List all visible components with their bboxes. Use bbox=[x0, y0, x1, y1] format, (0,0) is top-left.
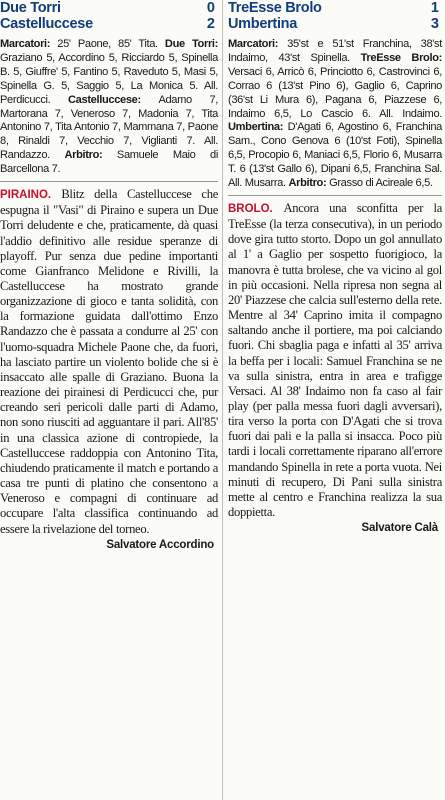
team-b-lineup: D'Agati 6, Agostino 6, Franchina Sam., Cono Genova 6 (10'st Foti), Spinella 6,5, Procopio 6, Maniaci 6,5, Florio 6, Musarra T. 6 (13'st Gallo 6), Dipani 6,5, Franchina Sal. All. Musarra. bbox=[228, 121, 442, 190]
byline: Salvatore Calà bbox=[361, 522, 438, 535]
team-b-label: Castelluccese: bbox=[68, 93, 159, 106]
arbitro-label: Arbitro: bbox=[64, 149, 117, 162]
marcatori-label: Marcatori: bbox=[228, 38, 288, 50]
home-team-score: 0 bbox=[206, 0, 215, 16]
marcatori-text: 35'st e 51'st Franchina, 38'st Indaimo, 43'st Spinella. bbox=[228, 38, 442, 64]
away-team-row bbox=[228, 16, 442, 32]
section-rule bbox=[0, 181, 218, 182]
byline: Salvatore Accordino bbox=[106, 538, 214, 551]
arbitro-label: Arbitro: bbox=[288, 177, 330, 190]
arbitro-text: Grasso di Acireale 6,5. bbox=[329, 177, 433, 190]
home-team-name: TreEsse Brolo bbox=[228, 0, 322, 16]
team-b-lineup: Adamo 7, Martorana 7, Veneroso 7, Madonia 7, Tita Antonino 7, Tita Antonio 7, Mammana 7, Paone 8, Rinaldi 7, Vecchio 7, Viglianti 7. All. Randazzo. bbox=[0, 93, 218, 162]
away-team-name: Umbertina bbox=[228, 16, 298, 32]
team-a-lineup: Graziano 5, Accordino 5, Ricciardo 5, Spinella B. 5, Giuffre' 5, Fantino 5, Raveduto 5, Masi 5, Spinella G. 5, Saggio 5, La Monica 5. All. Perdicucci. bbox=[0, 51, 218, 106]
right-article bbox=[228, 0, 442, 534]
article-text: Blitz della Castelluccese che espugna il "Vasi" di Piraino e supera un Due Torri deludente e che, praticamente, dà quasi l'addio definitivo alle residue speranze di playoff. Pur senza due pedine importanti come Gianfranco Melidone e Rivilli, la Castelluccese ha mostrato grande organizzazione di gioco e tanta solidità, con la formazione guidata dall'ottimo Enzo Randazzo che è passata a condurre al 25' con l'uomo-squadra Michele Paone che, da fuori, ha lasciato partire un violento bolide che si è insaccato alle spalle di Graziano. Buona la reazione dei pirainesi di Perdicucci che, pur creando seri pericoli dalle parti di Adamo, non sono riusciti ad agguantare il pari. All'85' in una classica azione di contropiede, la Castelluccese raddoppia con Antonino Tita, chiudendo praticamente il match e portando a casa tre punti di platino che consentono a Veneroso e compagni di continuare ad occupare l'alta classifica continuando ad essere la rivelazione del torneo. bbox=[0, 187, 219, 536]
dateline: PIRAINO. bbox=[0, 189, 62, 202]
dateline: BROLO. bbox=[228, 202, 284, 215]
article-body bbox=[228, 201, 442, 520]
team-a-label: TreEsse Brolo: bbox=[360, 51, 442, 64]
away-team-name: Castelluccese bbox=[0, 16, 93, 32]
marcatori-label: Marcatori: bbox=[0, 38, 58, 50]
match-info bbox=[228, 38, 442, 191]
home-team-score: 1 bbox=[430, 0, 439, 16]
column-divider bbox=[222, 0, 223, 800]
left-article bbox=[0, 0, 218, 551]
marcatori-text: 25' Paone, 85' Tita. bbox=[57, 38, 165, 50]
article-text: Ancora una sconfitta per la TreEsse (la terza consecutiva), in un periodo dove gira tutto storto. Dopo un gol annullato al 1' a Gaglio per sospetto fuorigioco, la manovra è tutta brolese, che va vicino al gol in più occasioni. Nella ripresa non segna al 20' Piazzese che calcia sull'esterno della rete. Mentre al 34' Caprino imita il compagno saltando anche il portiere, ma poi calciando fuori. Chi sbaglia paga e infatti al 35' arriva la beffa per i locali: Samuel Franchina se ne va sulla sinistra, entra in area e trafigge Versaci. Al 38' Indaimo non fa caso al fair play (per palla messa fuori dagli avversari), tira verso la porta con D'Agati che si trova fuori dai pali e la palla si insacca. Poco più tardi i locali correttamente riparano all'errore mandando Spinella in rete a porta vuota. Nei minuti di recupero, Di Pani sulla sinistra mette al centro e Franchina realizza la sua doppietta. bbox=[228, 200, 442, 520]
article-body bbox=[0, 187, 218, 537]
section-rule bbox=[228, 195, 442, 196]
team-a-lineup: Versaci 6, Arricò 6, Princiotto 6, Castrovinci 6, Corrao 6 (13'st Pino 6), Gaglio 6, Caprino (36'st Li Mura 6), Pagana 6, Piazzese 6, Indaimo 6,5, Lo Cascio 6. All. Indaimo. bbox=[228, 65, 442, 120]
home-team-name: Due Torri bbox=[0, 0, 61, 16]
team-a-label: Due Torri: bbox=[164, 38, 218, 50]
match-info bbox=[0, 38, 218, 177]
away-team-row bbox=[0, 16, 218, 32]
team-b-label: Umbertina: bbox=[228, 121, 288, 134]
arbitro-text: Samuele Maio di Barcellona 7. bbox=[0, 149, 218, 176]
home-team-row bbox=[0, 0, 218, 16]
away-team-score: 3 bbox=[430, 16, 439, 32]
home-team-row bbox=[228, 0, 442, 16]
away-team-score: 2 bbox=[206, 16, 215, 32]
